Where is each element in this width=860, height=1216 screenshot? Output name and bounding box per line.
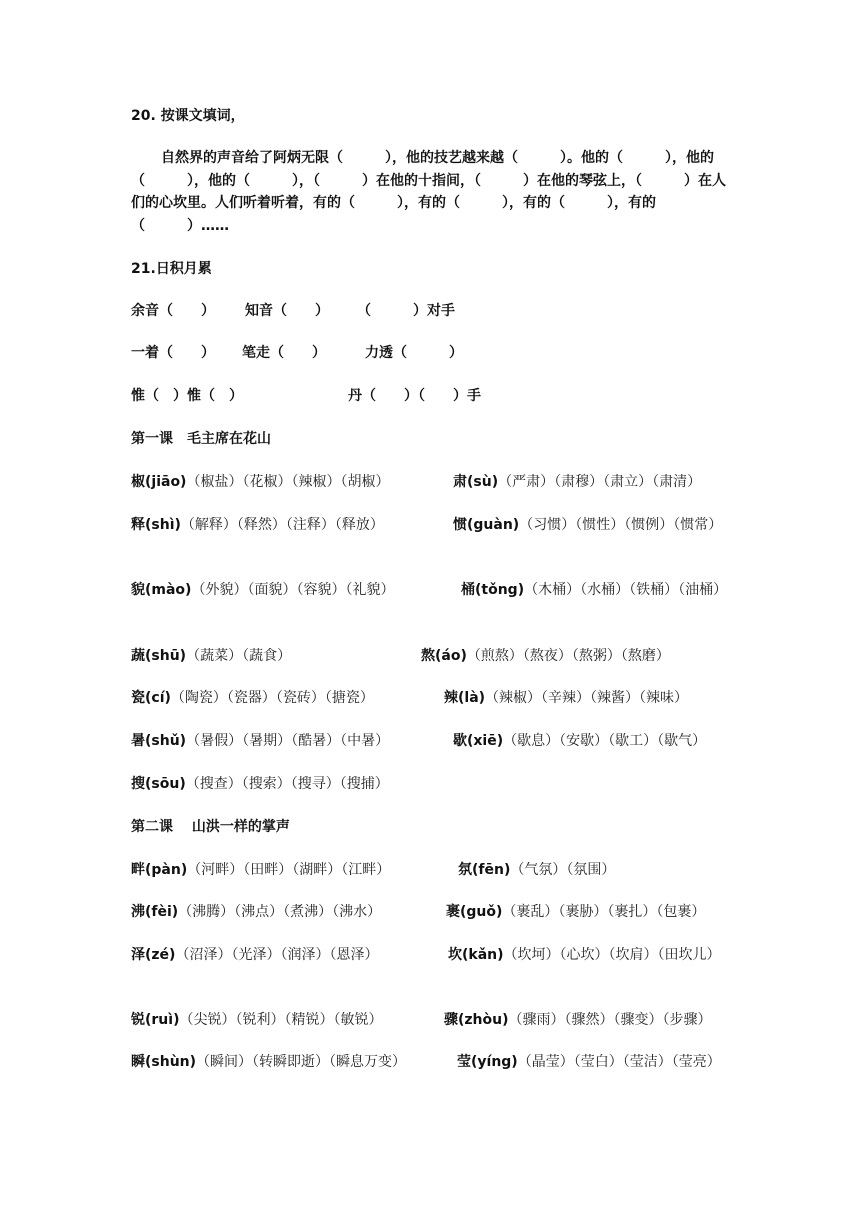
q20-heading [131,105,733,127]
vocab-entry: 锐(ruì)（尖锐）（锐利）（精锐）（敏锐） [131,1012,383,1028]
q21-item: 惟（ ）惟（ ） [131,388,243,404]
vocab-entry: 坎(kǎn)（坎坷）（心坎）（坎肩）（田坎儿） [448,947,721,963]
vocab-entry: 裹(guǒ)（裹乱）（裹胁）（裹扎）（包裹） [446,904,706,920]
q21-item: 一着（ ） [131,345,215,361]
q21-title: 日积月累 [155,261,212,277]
vocab-entry: 瓷(cí)（陶瓷）（瓷器）（瓷砖）（搪瓷） [131,690,374,706]
vocab-entry: 瞬(shùn)（瞬间）（转瞬即逝）（瞬息万变） [131,1054,407,1070]
vocab-entry: 辣(là)（辣椒）（辛辣）（辣酱）（辣味） [444,690,689,706]
vocab-entry: 桶(tǒng)（木桶）（水桶）（铁桶）（油桶） [461,582,728,598]
q21-heading [131,258,733,280]
vocab-entry: 搜(sōu)（搜查）（搜索）（搜寻）（搜捕） [131,776,389,792]
vocab-entry: 蔬(shū)（蔬菜）（蔬食） [131,648,292,664]
q21-item: 力透（ ） [365,345,463,361]
vocab-entry: 骤(zhòu)（骤雨）（骤然）（骤变）（步骤） [444,1012,712,1028]
vocab-entry: 肃(sù)（严肃）（肃穆）（肃立）（肃清） [453,474,702,490]
vocab-entry: 泽(zé)（沼泽）（光泽）（润泽）（恩泽） [131,947,379,963]
vocab-entry: 沸(fèi)（沸腾）（沸点）（煮沸）（沸水） [131,904,382,920]
vocab-entry: 莹(yíng)（晶莹）（莹白）（莹洁）（莹亮） [457,1054,721,1070]
vocab-entry: 熬(áo)（煎熬）（熬夜）（熬粥）（熬磨） [421,648,670,664]
vocab-entry: 惯(guàn)（习惯）（惯性）（惯例）（惯常） [453,517,723,533]
q21-item: （ ）对手 [357,303,455,319]
vocab-entry: 氛(fēn)（气氛）（氛围） [458,862,616,878]
q21-number: 21. [131,261,156,277]
lesson1-title: 第一课 毛主席在花山 [131,431,271,447]
q21-item: 知音（ ） [245,303,329,319]
vocab-entry: 释(shì)（解释）（释然）（注释）（释放） [131,517,384,533]
lesson2-title: 第二课 山洪一样的掌声 [131,819,290,835]
q21-item: 丹（ ）（ ）手 [348,388,481,404]
q20-title: 按课文填词， [160,108,245,124]
q20-number: 20. [131,108,156,124]
vocab-entry: 暑(shǔ)（暑假）（暑期）（酷暑）（中暑） [131,733,390,749]
q20-paragraph: 自然界的声音给了阿炳无限（ ），他的技艺越来越（ ）。他的（ ），他的（ ），他的（ ），（ ）在他的十指间，（ ）在他的琴弦上，（ ）在人们的心坎里。人们听着听着，有的（ ），有的（ ），有的（ ），有的（ ）…… [131,150,726,234]
vocab-entry: 貌(mào)（外貌）（面貌）（容貌）（礼貌） [131,582,395,598]
vocab-entry: 畔(pàn)（河畔）（田畔）（湖畔）（江畔） [131,862,391,878]
q21-item: 笔走（ ） [242,345,326,361]
q21-item: 余音（ ） [131,303,215,319]
vocab-entry: 椒(jiāo)（椒盐）（花椒）（辣椒）（胡椒） [131,474,390,490]
vocab-entry: 歇(xiē)（歇息）（安歇）（歇工）（歇气） [453,733,707,749]
